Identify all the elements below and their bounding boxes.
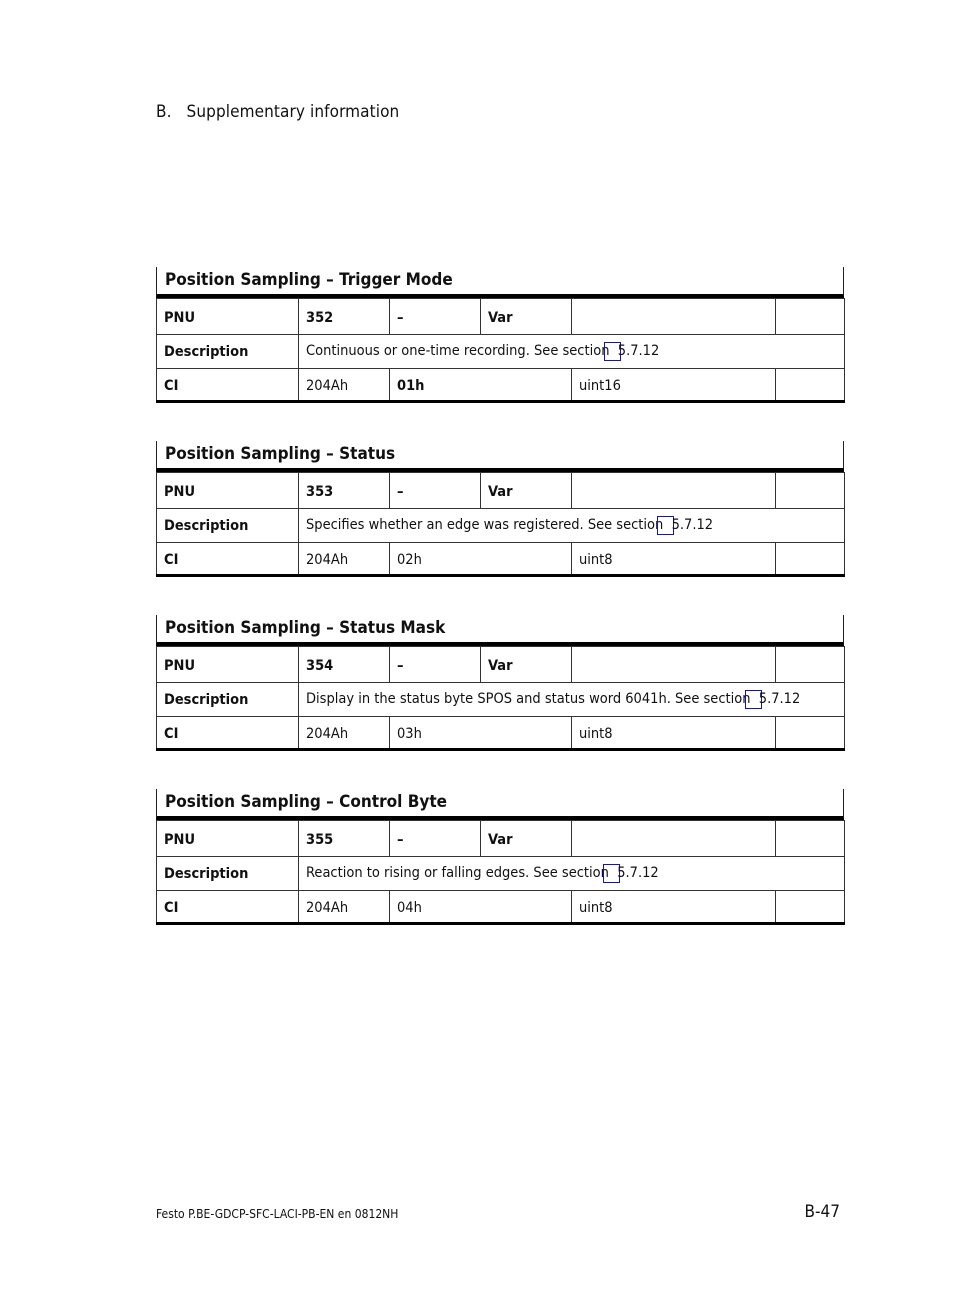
empty-cell	[776, 473, 845, 509]
pnu-value: 355	[299, 821, 390, 857]
ci-label: CI	[157, 717, 299, 750]
description-label: Description	[157, 857, 299, 891]
section-ref: 5.7.12	[671, 517, 714, 533]
empty-cell	[776, 647, 845, 683]
param-table	[156, 646, 845, 751]
block-title: Position Sampling – Status Mask	[156, 615, 844, 646]
section-ref: 5.7.12	[617, 343, 660, 359]
pnu-row	[157, 299, 845, 335]
description-text: Continuous or one-time recording.	[306, 343, 530, 359]
pnu-row	[157, 821, 845, 857]
description-cell	[299, 509, 845, 543]
empty-cell	[572, 299, 776, 335]
empty-cell	[776, 821, 845, 857]
param-block-control-byte	[156, 789, 844, 925]
array-dash: –	[390, 647, 481, 683]
section-link[interactable]	[614, 343, 660, 359]
ci-index: 204Ah	[299, 543, 390, 576]
footer-doc-id: Festo P.BE-GDCP-SFC-LACI-PB-EN en 0812NH	[156, 1207, 399, 1221]
section-ref: 5.7.12	[758, 691, 801, 707]
description-cell	[299, 335, 845, 369]
ci-type: uint16	[572, 369, 776, 402]
param-block-trigger-mode	[156, 267, 844, 403]
pnu-value: 352	[299, 299, 390, 335]
param-table	[156, 298, 845, 403]
ci-index: 204Ah	[299, 717, 390, 750]
section-link[interactable]	[667, 517, 713, 533]
description-cell	[299, 683, 845, 717]
array-dash: –	[390, 473, 481, 509]
ci-subindex: 01h	[390, 369, 572, 402]
empty-cell	[572, 473, 776, 509]
pnu-label: PNU	[157, 647, 299, 683]
ci-type: uint8	[572, 543, 776, 576]
section-ref: 5.7.12	[617, 865, 659, 881]
see-section-text: See section	[587, 517, 664, 533]
empty-cell	[572, 647, 776, 683]
ci-row	[157, 543, 845, 576]
pnu-label: PNU	[157, 821, 299, 857]
pnu-row	[157, 473, 845, 509]
description-row	[157, 335, 845, 369]
ci-row	[157, 891, 845, 924]
ci-subindex: 03h	[390, 717, 572, 750]
var-label: Var	[481, 473, 572, 509]
var-label: Var	[481, 647, 572, 683]
section-header	[156, 102, 399, 122]
empty-cell	[776, 543, 845, 576]
description-label: Description	[157, 683, 299, 717]
ci-label: CI	[157, 369, 299, 402]
description-cell	[299, 857, 845, 891]
empty-cell	[572, 821, 776, 857]
pnu-row	[157, 647, 845, 683]
ci-subindex: 02h	[390, 543, 572, 576]
ci-label: CI	[157, 543, 299, 576]
section-link[interactable]	[613, 865, 659, 881]
block-title: Position Sampling – Status	[156, 441, 844, 472]
pnu-value: 354	[299, 647, 390, 683]
empty-cell	[776, 299, 845, 335]
see-section-text: See section	[675, 691, 751, 707]
pnu-value: 353	[299, 473, 390, 509]
see-section-text: See section	[534, 343, 610, 359]
description-text: Reaction to rising or falling edges.	[306, 865, 530, 881]
ci-index: 204Ah	[299, 891, 390, 924]
page-number: B-47	[804, 1202, 840, 1222]
ci-subindex: 04h	[390, 891, 572, 924]
param-table	[156, 472, 845, 577]
param-table	[156, 820, 845, 925]
ci-row	[157, 717, 845, 750]
var-label: Var	[481, 299, 572, 335]
description-text: Display in the status byte SPOS and status word 6041h.	[306, 691, 671, 707]
ci-label: CI	[157, 891, 299, 924]
empty-cell	[776, 717, 845, 750]
section-link[interactable]	[755, 691, 801, 707]
description-row	[157, 509, 845, 543]
array-dash: –	[390, 821, 481, 857]
description-row	[157, 857, 845, 891]
block-title: Position Sampling – Trigger Mode	[156, 267, 844, 298]
description-label: Description	[157, 509, 299, 543]
ci-index: 204Ah	[299, 369, 390, 402]
empty-cell	[776, 891, 845, 924]
section-title: Supplementary information	[186, 102, 400, 122]
empty-cell	[776, 369, 845, 402]
see-section-text: See section	[533, 865, 609, 881]
pnu-label: PNU	[157, 299, 299, 335]
section-number: B.	[156, 102, 172, 122]
array-dash: –	[390, 299, 481, 335]
var-label: Var	[481, 821, 572, 857]
description-label: Description	[157, 335, 299, 369]
param-block-status	[156, 441, 844, 577]
block-title: Position Sampling – Control Byte	[156, 789, 844, 820]
param-block-status-mask	[156, 615, 844, 751]
ci-row	[157, 369, 845, 402]
description-text: Specifies whether an edge was registered.	[306, 517, 584, 533]
description-row	[157, 683, 845, 717]
ci-type: uint8	[572, 717, 776, 750]
ci-type: uint8	[572, 891, 776, 924]
pnu-label: PNU	[157, 473, 299, 509]
